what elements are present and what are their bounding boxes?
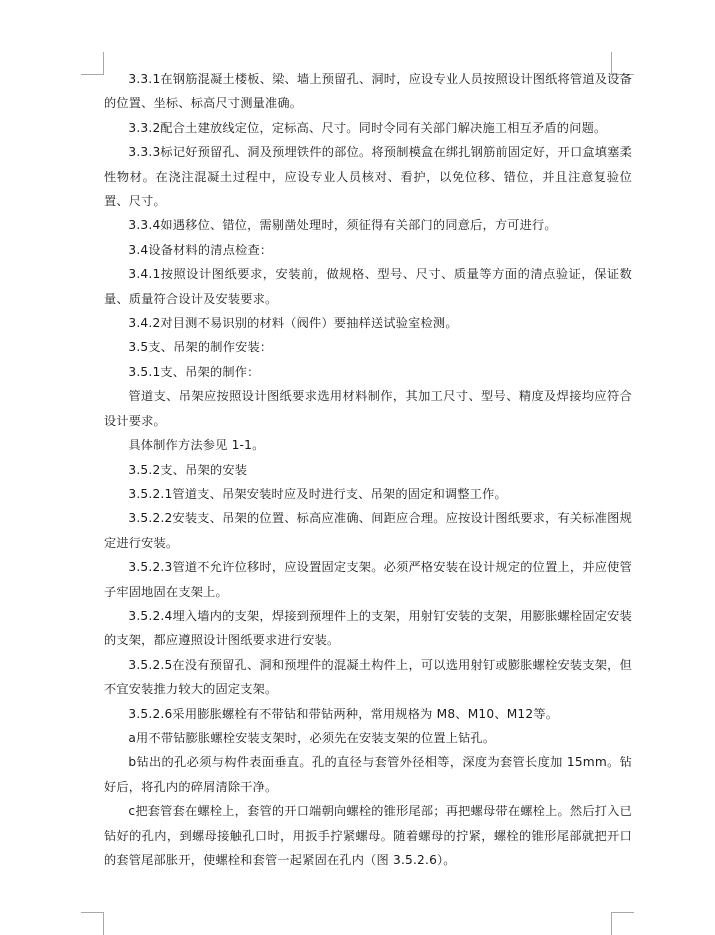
paragraph-3-5-2-6: 3.5.2.6采用膨胀螺栓有不带钻和带钻两种，常用规格为 M8、M10、M12等。 — [128, 706, 559, 721]
paragraph-method-reference: 具体制作方法参见 1-1。 — [128, 438, 265, 453]
paragraph-3-3-1: 3.3.1在钢筋混凝土楼板、梁、墙上预留孔、洞时，应设专业人员按照设计图纸将管道及设备的位置、坐标、标高尺寸测量准确。 — [104, 72, 632, 111]
paragraph-3-3-4: 3.3.4如遇移位、错位，需剔凿处理时，须征得有关部门的同意后，方可进行。 — [128, 218, 557, 233]
heading-3-5: 3.5支、吊架的制作安装： — [128, 340, 273, 355]
paragraph-3-3-2: 3.3.2配合土建放线定位，定标高、尺寸。同时令同有关部门解决施工相互矛盾的问题。 — [128, 120, 607, 135]
paragraph-item-b: b钻出的孔必须与构件表面垂直。孔的直径与套管外径相等，深度为套管长度加 15mm。钻好后，将孔内的碎屑清除干净。 — [104, 755, 632, 794]
paragraph-item-c: c把套管套在螺栓上，套管的开口端朝向螺栓的锥形尾部；再把螺母带在螺栓上。然后打入已钻好的孔内，到螺母接触孔口时，用扳手拧紧螺母。随着螺母的拧紧，螺栓的锥形尾部就把开口的套管尾部胀开，使螺栓和套管一起紧固在孔内（图 3.5.2.6）。 — [104, 804, 632, 867]
paragraph-3-4-2: 3.4.2对目测不易识别的材料（阀件）要抽样送试验室检测。 — [128, 316, 458, 331]
paragraph-3-5-2-1: 3.5.2.1管道支、吊架安装时应及时进行支、吊架的固定和调整工作。 — [128, 486, 507, 501]
heading-3-5-2: 3.5.2支、吊架的安装 — [128, 462, 248, 477]
paragraph-3-5-2-3: 3.5.2.3管道不允许位移时，应设置固定支架。必须严格安装在设计规定的位置上，并应使管子牢固地固在支架上。 — [104, 560, 632, 599]
paragraph-item-a: a用不带钻膨胀螺栓安装支架时，必须先在安装支架的位置上钻孔。 — [128, 730, 496, 745]
paragraph-3-3-3: 3.3.3标记好预留孔、洞及预埋铁件的部位。将预制模盒在绑扎钢筋前固定好，开口盒填塞柔性物材。在浇注混凝土过程中，应设专业人员核对、看护，以免位移、错位，并且注意复验位置、尺寸。 — [104, 145, 632, 209]
paragraph-3-5-2-2: 3.5.2.2安装支、吊架的位置、标高应准确、间距应合理。应按设计图纸要求，有关标准图规定进行安装。 — [104, 511, 632, 550]
document-body — [104, 67, 632, 872]
crop-mark-bottom-left — [81, 912, 104, 935]
paragraph-3-5-2-5: 3.5.2.5在没有预留孔、洞和预埋件的混凝土构件上，可以选用射钉或膨胀螺栓安装支架，但不宜安装推力较大的固定支架。 — [104, 657, 632, 697]
paragraph-3-5-2-4: 3.5.2.4埋入墙内的支架，焊接到预埋件上的支架，用射钉安装的支架，用膨胀螺栓固定安装的支架，都应遵照设计图纸要求进行安装。 — [104, 608, 632, 648]
crop-mark-bottom-right — [611, 912, 634, 935]
paragraph-support-fabrication: 管道支、吊架应按照设计图纸要求选用材料制作，其加工尺寸、型号、精度及焊接均应符合设计要求。 — [104, 389, 632, 428]
paragraph-3-4-1: 3.4.1按照设计图纸要求，安装前，做规格、型号、尺寸、质量等方面的清点验证，保证数量、质量符合设计及安装要求。 — [104, 267, 632, 306]
heading-3-5-1: 3.5.1支、吊架的制作： — [128, 364, 260, 379]
heading-3-4: 3.4设备材料的清点检查： — [128, 242, 273, 257]
crop-mark-top-left — [81, 52, 104, 75]
